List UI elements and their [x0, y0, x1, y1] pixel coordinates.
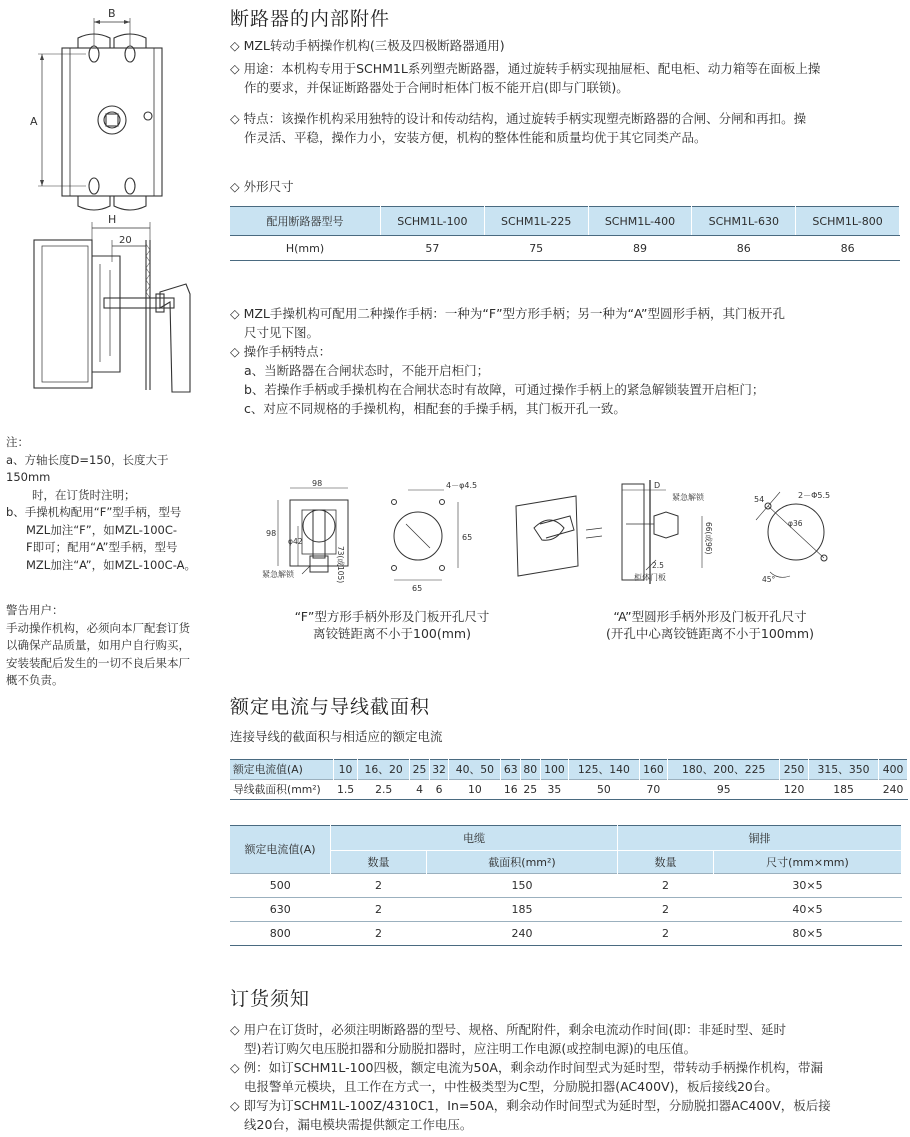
warning-line: 以确保产品质量，如用户自行购买，	[6, 638, 190, 652]
warning-line: 概不负责。	[6, 673, 64, 687]
handles-line-3: ◇ 操作手柄特点：	[230, 344, 332, 359]
a-dim-phi36: φ36	[788, 519, 803, 528]
section-title-current: 额定电流与导线截面积	[230, 696, 431, 718]
current-value-cell: 50	[569, 780, 639, 800]
ordering-line-2: 型)若订购欠电压脱扣器和分励脱扣器时，应注明工作电源(或控制电源)的电压值。	[244, 1041, 697, 1056]
cable-cell: 30×5	[714, 874, 902, 898]
a-dim-45deg: 45°	[762, 575, 776, 584]
current-table	[230, 759, 908, 800]
current-header-cell: 40、50	[449, 760, 501, 780]
usage-line-1: ◇ 用途：本机构专用于SCHM1L系列塑壳断路器，通过旋转手柄实现抽屉柜、配电柜、动力箱等在面板上操	[230, 61, 821, 76]
cable-table	[230, 825, 902, 946]
f-dim-65v: 65	[462, 533, 473, 542]
ordering-line-6: 线20台，漏电模块需提供额定工作电压。	[244, 1117, 473, 1132]
cable-cell: 2	[331, 874, 427, 898]
dim-value-cell: 75	[484, 236, 588, 261]
f-unlock-label: 紧急解锁	[262, 570, 294, 579]
cable-cell: 185	[427, 898, 618, 922]
note-line: b、手操机构配用“F”型手柄，型号	[6, 505, 182, 519]
current-header-cell: 125、140	[569, 760, 639, 780]
current-header-cell: 25	[410, 760, 430, 780]
cable-cell: 150	[427, 874, 618, 898]
dim-value-cell: H(mm)	[230, 236, 381, 261]
ordering-line-4: 电报警单元模块，且工作在方式一，中性极类型为C型，分励脱扣器(AC400V)，板后接线20台。	[244, 1079, 778, 1094]
dim-value-cell: 89	[588, 236, 692, 261]
cable-cell: 40×5	[714, 898, 902, 922]
current-header-cell: 16、20	[358, 760, 410, 780]
a-dim-2-5: 2.5	[652, 561, 664, 570]
ordering-line-1: ◇ 用户在订货时，必须注明断路器的型号、规格、所配附件，剩余电流动作时间(即：非延时型、延时	[230, 1022, 786, 1037]
f-dim-98w: 98	[312, 479, 323, 488]
handles-line-1: ◇ MZL手操机构可配用二种操作手柄：一种为“F”型方形手柄；另一种为“A”型圆形手柄，其门板开孔	[230, 306, 786, 321]
current-header-cell: 180、200、225	[668, 760, 780, 780]
usage-line-2: 作的要求，并保证断路器处于合闸时柜体门板不能开启(即与门联锁)。	[244, 80, 629, 95]
current-value-cell: 240	[879, 780, 908, 800]
side-note	[6, 434, 216, 574]
caption-f-handle	[252, 608, 532, 642]
current-value-cell: 4	[410, 780, 430, 800]
f-dim-73: 73(或105)	[336, 546, 345, 584]
current-value-cell: 25	[521, 780, 541, 800]
current-value-cell: 1.5	[334, 780, 358, 800]
dim-header-cell: SCHM1L-630	[692, 207, 796, 236]
dim-value-cell: 86	[692, 236, 796, 261]
note-line: MZL加注“F”，如MZL-100C-	[26, 522, 178, 537]
current-header-cell: 250	[780, 760, 809, 780]
paragraph-mzl	[230, 36, 902, 55]
cable-cell: 500	[230, 874, 331, 898]
features-line-1: ◇ 特点：该操作机构采用独特的设计和传动结构，通过旋转手柄实现塑壳断路器的合闸、分闸和再扣。操	[230, 111, 807, 126]
cable-rated-header: 额定电流值(A)	[230, 826, 331, 874]
a-handle-drawing	[506, 476, 846, 598]
paragraph-handles	[230, 304, 902, 418]
cable-cell: 630	[230, 898, 331, 922]
current-value-cell: 2.5	[358, 780, 410, 800]
note-line: F即可；配用“A”型手柄，型号	[26, 540, 178, 554]
dim-header-cell: SCHM1L-400	[588, 207, 692, 236]
section-subtitle-current: 连接导线的截面积与相适应的额定电流	[230, 729, 443, 744]
dim-header-cell: SCHM1L-800	[796, 207, 900, 236]
dimension-table-header	[230, 207, 900, 236]
current-value-cell: 70	[639, 780, 668, 800]
cable-sub-header: 截面积(mm²)	[427, 851, 618, 874]
copper-group-header: 铜排	[618, 826, 902, 851]
a-holes-label: 2－Φ5.5	[798, 491, 831, 500]
cable-cell: 2	[331, 898, 427, 922]
ordering-line-5: ◇ 即写为订SCHM1L-100Z/4310C1，In=50A，剩余动作时间型式为延时型，分励脱扣器AC400V，板后接	[230, 1098, 831, 1113]
dim-header-cell: SCHM1L-225	[484, 207, 588, 236]
current-value-cell: 35	[540, 780, 569, 800]
paragraph-features	[230, 109, 902, 147]
current-value-cell: 16	[501, 780, 521, 800]
label-A: A	[30, 115, 38, 128]
mzl-line: ◇ MZL转动手柄操作机构(三极及四极断路器通用)	[230, 38, 505, 53]
label-H: H	[108, 213, 117, 226]
current-header-cell: 100	[540, 760, 569, 780]
current-header-cell: 额定电流值(A)	[230, 760, 334, 780]
note-line: 150mm	[6, 470, 51, 484]
a-dim-66: 66(或96)	[704, 522, 713, 555]
f-handle-drawing	[258, 478, 488, 596]
current-header-cell: 80	[521, 760, 541, 780]
note-line: a、方轴长度D=150，长度大于	[6, 452, 169, 467]
cable-cell: 2	[618, 922, 714, 946]
dim-header-cell: 配用断路器型号	[230, 207, 381, 236]
handles-line-5: b、若操作手柄或手操机构在合闸状态时有故障，可通过操作手柄上的紧急解锁装置开启柜门；	[244, 382, 765, 397]
paragraph-usage	[230, 59, 902, 97]
cable-table-group-header	[230, 826, 902, 851]
caption-f-line-2: 离铰链距离不小于100(mm)	[313, 626, 471, 641]
table-row	[230, 874, 902, 898]
current-header-cell: 160	[639, 760, 668, 780]
caption-a-line-1: “A”型圆形手柄外形及门板开孔尺寸	[613, 609, 807, 624]
cable-cell: 2	[618, 898, 714, 922]
handles-line-4: a、当断路器在合闸状态时，不能开启柜门；	[244, 363, 490, 378]
cable-group-header: 电缆	[331, 826, 618, 851]
current-header-cell: 63	[501, 760, 521, 780]
ordering-line-3: ◇ 例：如订SCHM1L-100四极，额定电流为50A，剩余动作时间型式为延时型，带转动手柄操作机构，带漏	[230, 1060, 823, 1075]
f-dim-65h: 65	[412, 584, 423, 593]
current-table-header	[230, 760, 908, 780]
warning-line: 手动操作机构，必须向本厂配套订货	[6, 620, 190, 635]
dimension-table-row	[230, 236, 900, 261]
current-header-cell: 315、350	[808, 760, 878, 780]
caption-a-handle	[560, 608, 860, 642]
a-unlock-label: 紧急解锁	[672, 493, 704, 502]
section-title-ordering: 订货须知	[230, 988, 311, 1010]
warning-line: 安装装配后发生的一切不良后果本厂	[6, 655, 190, 670]
handles-line-6: c、对应不同规格的手操机构，相配套的手操手柄，其门板开孔一致。	[244, 401, 626, 416]
cable-sub-header: 数量	[618, 851, 714, 874]
table-row	[230, 898, 902, 922]
dim-header-cell: SCHM1L-100	[381, 207, 485, 236]
side-warning	[6, 602, 216, 690]
cable-sub-header: 数量	[331, 851, 427, 874]
note-line: 时，在订货时注明；	[32, 487, 136, 502]
current-value-cell: 185	[808, 780, 878, 800]
current-value-cell: 120	[780, 780, 809, 800]
current-header-cell: 400	[879, 760, 908, 780]
dim-value-cell: 86	[796, 236, 900, 261]
cable-cell: 800	[230, 922, 331, 946]
paragraph-ordering	[230, 1020, 902, 1134]
current-value-cell: 95	[668, 780, 780, 800]
label-B: B	[108, 7, 116, 20]
f-dim-phi42: φ42	[288, 537, 303, 546]
current-table-row	[230, 780, 908, 800]
caption-a-line-2: (开孔中心离铰链距离不小于100mm)	[606, 626, 814, 641]
label-20: 20	[119, 235, 132, 246]
a-door-label: 柜体门板	[634, 573, 666, 582]
current-value-cell: 10	[449, 780, 501, 800]
dimension-table	[230, 206, 900, 261]
current-header-cell: 10	[334, 760, 358, 780]
f-holes-label: 4－φ4.5	[446, 481, 478, 490]
dimension-label: ◇ 外形尺寸	[230, 179, 294, 194]
f-dim-98h: 98	[266, 529, 277, 538]
section-title-accessories: 断路器的内部附件	[230, 8, 391, 30]
cable-cell: 2	[618, 874, 714, 898]
cable-table-sub-header	[230, 851, 902, 874]
note-line: 注：	[6, 435, 29, 449]
table-row	[230, 922, 902, 946]
cable-cell: 240	[427, 922, 618, 946]
cable-cell: 80×5	[714, 922, 902, 946]
note-line: MZL加注“A”，如MZL-100C-A。	[26, 557, 196, 572]
cable-sub-header: 尺寸(mm×mm)	[714, 851, 902, 874]
a-label-D: D	[654, 481, 661, 490]
current-value-cell: 6	[429, 780, 449, 800]
current-value-cell: 导线截面积(mm²)	[230, 780, 334, 800]
dim-value-cell: 57	[381, 236, 485, 261]
a-dim-54: 54	[754, 495, 765, 504]
handles-line-2: 尺寸见下图。	[244, 325, 320, 340]
caption-f-line-1: “F”型方形手柄外形及门板开孔尺寸	[294, 609, 490, 624]
current-header-cell: 32	[429, 760, 449, 780]
mechanism-drawing	[0, 0, 215, 410]
warning-line: 警告用户：	[6, 603, 64, 617]
features-line-2: 作灵活、平稳，操作力小，安装方便，机构的整体性能和质量均优于其它同类产品。	[244, 130, 707, 145]
cable-cell: 2	[331, 922, 427, 946]
